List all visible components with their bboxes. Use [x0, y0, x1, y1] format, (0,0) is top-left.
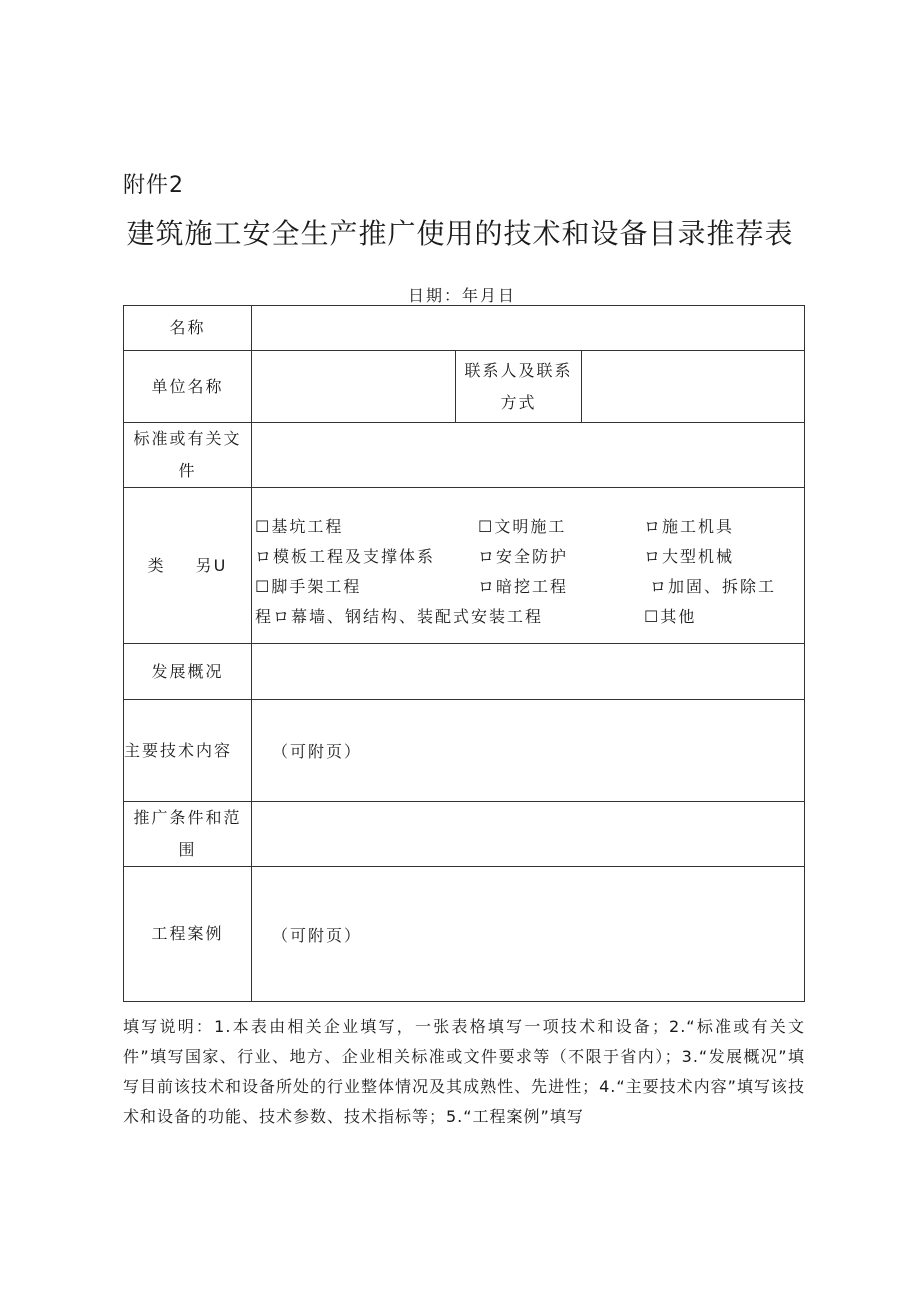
option-other[interactable]: ☐其他 — [644, 607, 697, 626]
contact-field[interactable] — [582, 351, 805, 423]
tech-value: （可附页） — [272, 742, 363, 761]
case-label: 工程案例 — [124, 867, 252, 1002]
standard-label: 标准或有关文 件 — [124, 423, 252, 488]
row-unit — [124, 351, 805, 423]
standard-field[interactable] — [252, 423, 805, 488]
name-label: 名称 — [124, 306, 252, 351]
development-label: 发展概况 — [124, 644, 252, 700]
tech-field[interactable] — [252, 700, 805, 802]
row-category — [124, 488, 805, 644]
row-name — [124, 306, 805, 351]
category-label: 类 另U — [124, 488, 252, 644]
option-reinforcement-demolition[interactable]: ロ加固、拆除工 — [650, 577, 777, 596]
row-standard — [124, 423, 805, 488]
option-construction-machinery[interactable]: ロ施工机具 — [644, 517, 735, 536]
development-field[interactable] — [252, 644, 805, 700]
promotion-field[interactable] — [252, 802, 805, 867]
row-tech — [124, 700, 805, 802]
unit-field[interactable] — [252, 351, 456, 423]
option-formwork-support[interactable]: ロ模板工程及支撑体系 — [255, 547, 436, 566]
category-options — [252, 488, 805, 644]
date-line: 日期：年月日 — [408, 286, 517, 305]
recommendation-form — [123, 305, 805, 1002]
promotion-label: 推广条件和范 围 — [124, 802, 252, 867]
row-promotion — [124, 802, 805, 867]
option-foundation-pit[interactable]: ☐基坑工程 — [255, 517, 344, 536]
option-safety-protection[interactable]: ロ安全防护 — [478, 547, 569, 566]
option-large-machinery[interactable]: ロ大型机械 — [644, 547, 735, 566]
attachment-label: 附件2 — [123, 173, 184, 198]
option-scaffolding[interactable]: ☐脚手架工程 — [255, 577, 362, 596]
unit-label: 单位名称 — [124, 351, 252, 423]
option-curtain-wall-steel[interactable]: 程ロ幕墙、钢结构、装配式安装工程 — [255, 607, 544, 626]
filling-notes: 填写说明：1.本表由相关企业填写，一张表格填写一项技术和设备；2.“标准或有关文件”填写国家、行业、地方、企业相关标准或文件要求等（不限于省内）；3.“发展概况”填写目前该技术和设备所处的行业整体情况及其成熟性、先进性；4.“主要技术内容”填写该技术和设备的功能、技术参数、技术指标等；5.“工程案例”填写 — [123, 1017, 805, 1126]
row-case — [124, 867, 805, 1002]
document-title: 建筑施工安全生产推广使用的技术和设备目录推荐表 — [126, 217, 794, 250]
option-tunneling[interactable]: ロ暗挖工程 — [478, 577, 569, 596]
contact-label: 联系人及联系 方式 — [456, 351, 582, 423]
option-civilized-construction[interactable]: ☐文明施工 — [478, 517, 567, 536]
name-field[interactable] — [252, 306, 805, 351]
row-development — [124, 644, 805, 700]
tech-label: 主要技术内容 — [124, 700, 252, 802]
case-field[interactable] — [252, 867, 805, 1002]
case-value: （可附页） — [272, 925, 363, 945]
